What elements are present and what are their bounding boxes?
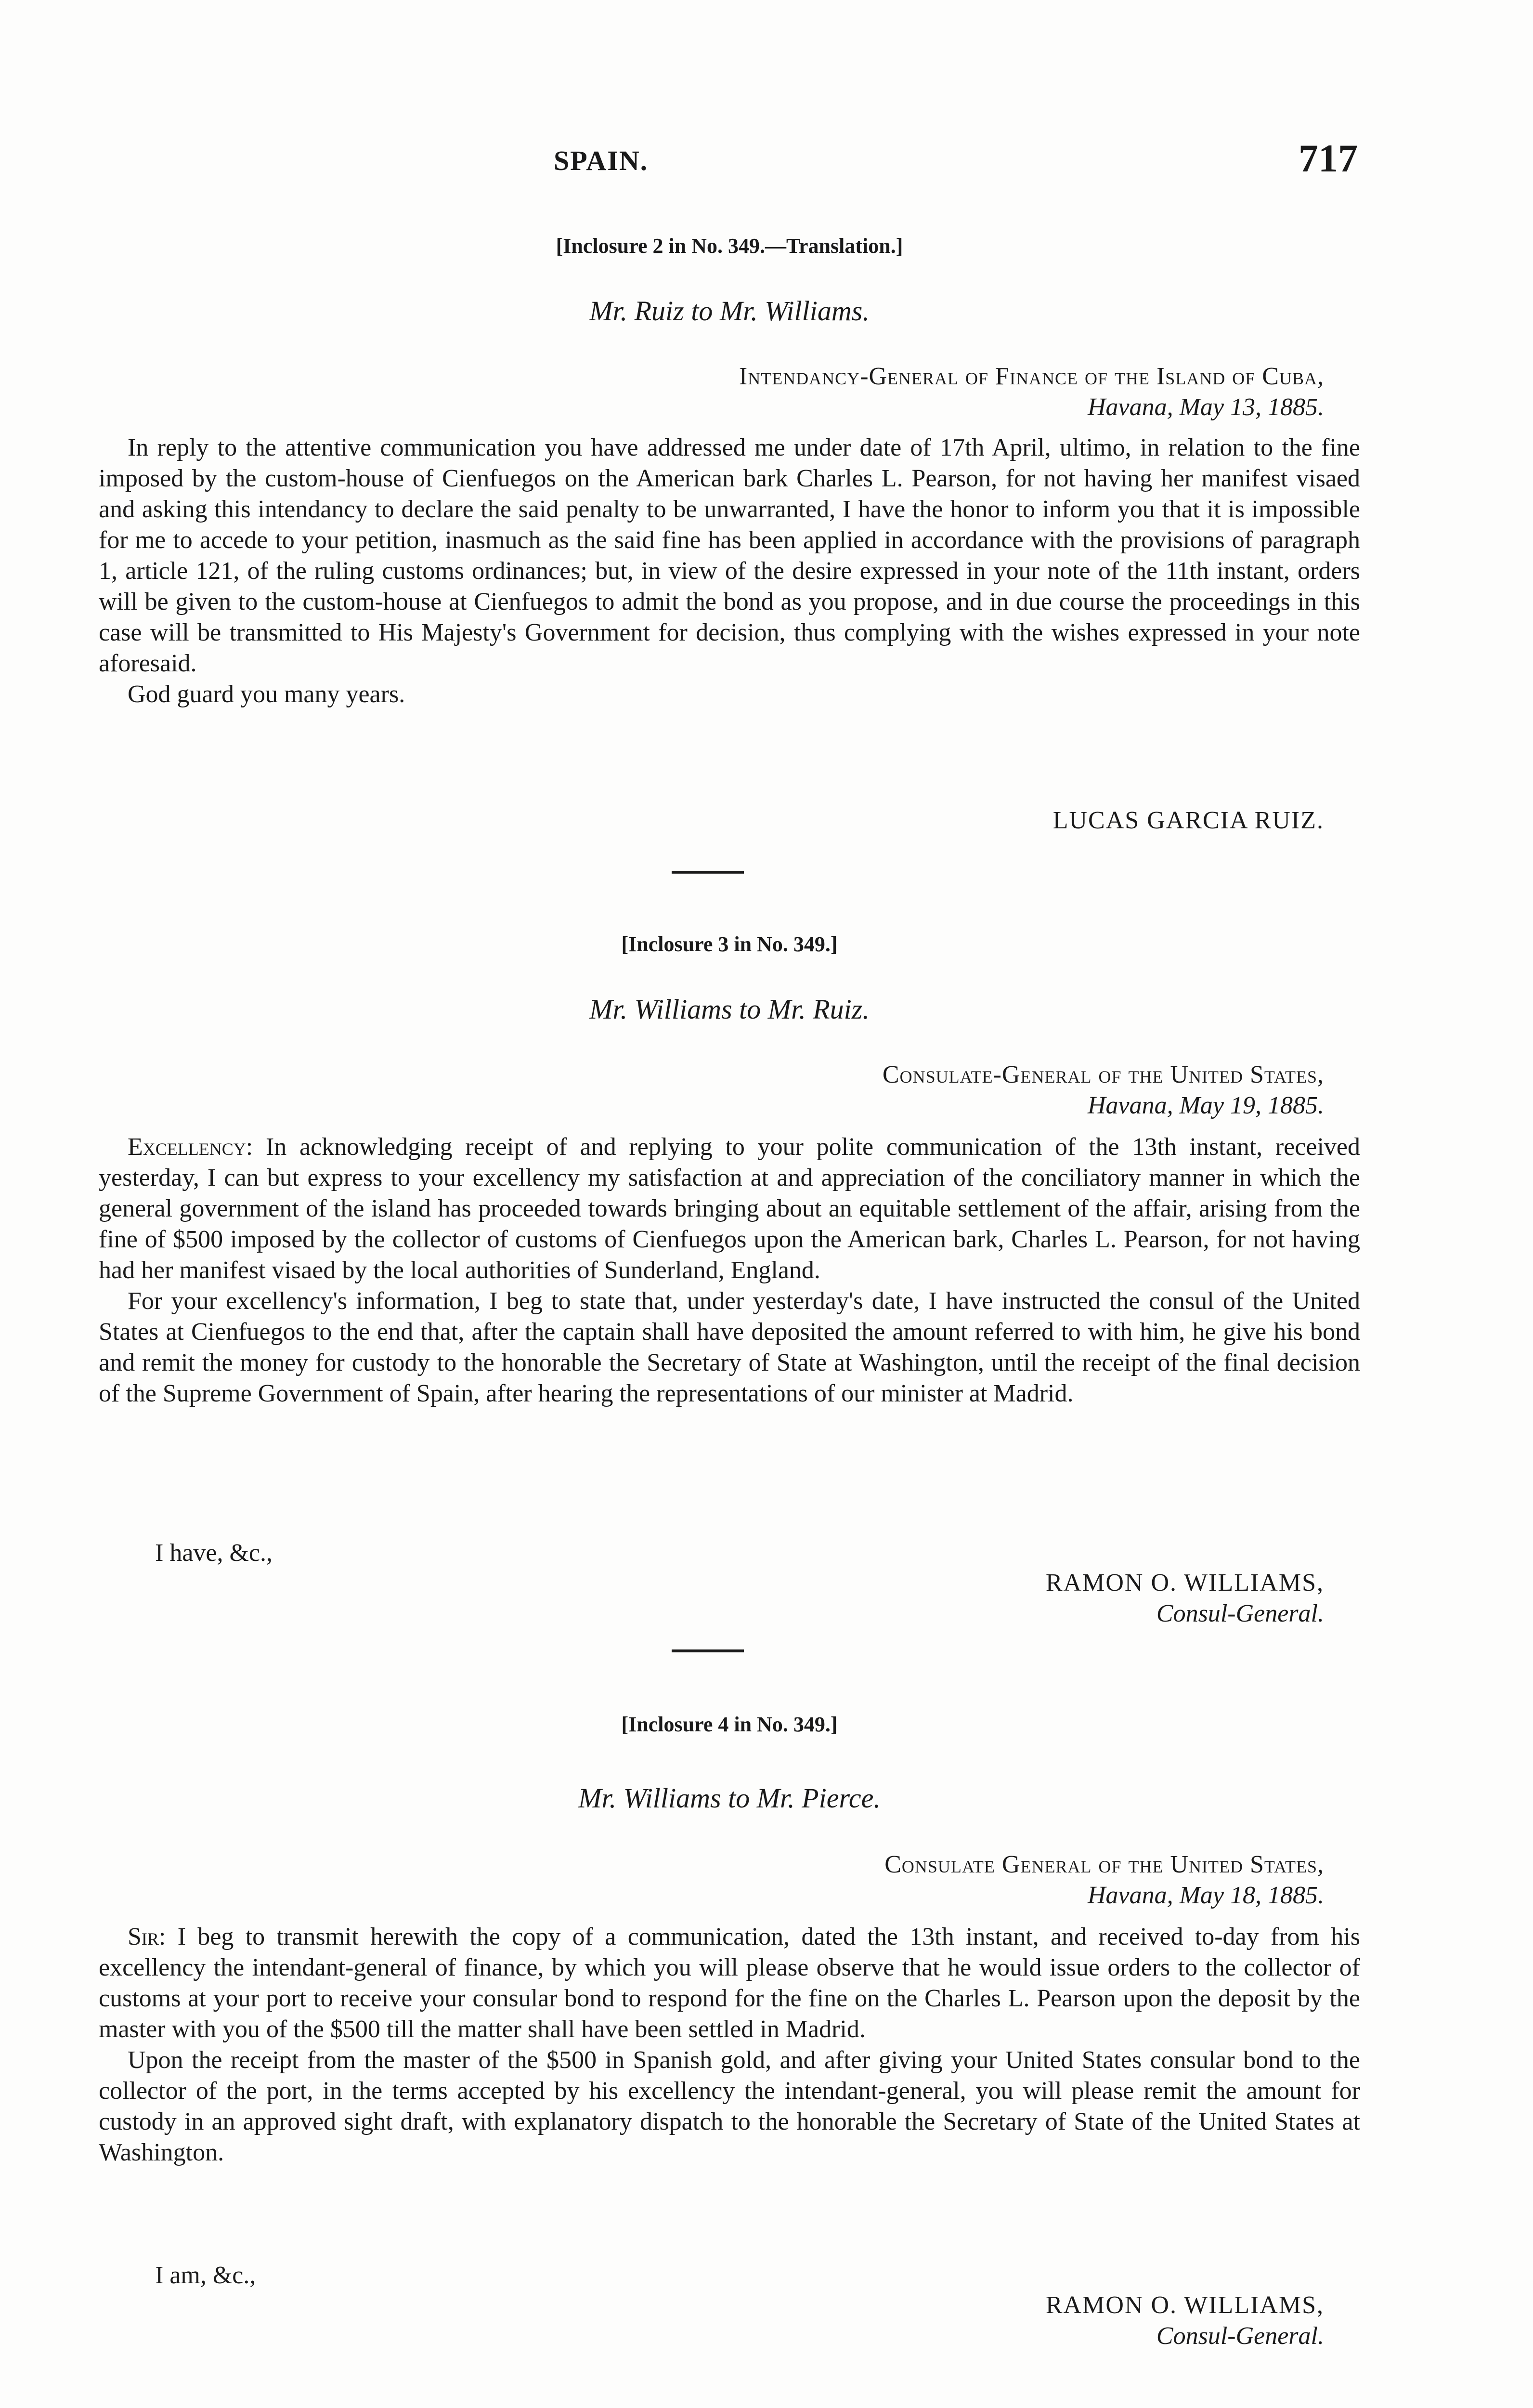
signature: LUCAS GARCIA RUIZ. — [1052, 807, 1324, 834]
body-paragraph — [99, 1132, 1360, 1286]
letter-org: Intendancy-General of Finance of the Island of Cuba, — [739, 363, 1324, 390]
inclosure-label: [Inclosure 2 in No. 349.—Translation.] — [556, 234, 903, 258]
body-paragraph: Upon the receipt from the master of the $500 in Spanish gold, and after giving your United States consular bond to the collector of the port, in the terms accepted by his excellency the intendant-general, you will please remit the amount for custody in an approved sight draft, with explanatory dispatch to the honorable the Secretary of State of the United States at Washington. — [99, 2046, 1360, 2166]
signature — [99, 2290, 1324, 2352]
letter-org: Consulate-General of the United States, — [882, 1061, 1324, 1088]
body-paragraph-text: In acknowledging receipt of and replying to your polite communication of the 13th instant, received yesterday, I can but express to your excellency my satisfaction at and appreciation of the conciliatory manner in which the general government of the island has proceeded towards bringing about an equitable settlement of the affair, arising from the fine of $500 imposed by the collector of customs of Cienfuegos upon the American bark, Charles L. Pearson, for not having had her manifest visaed by the local authorities of Sunderland, England. — [99, 1133, 1360, 1284]
body-paragraph: For your excellency's information, I beg to state that, under yesterday's date, I have instructed the consul of the United States at Cienfuegos to the end that, after the captain shall have deposited the amount referred to with him, he give his bond and remit the money for custody to the honorable the Secretary of State at Washington, until the receipt of the final decision of the Supreme Government of Spain, after hearing the representations of our minister at Madrid. — [99, 1287, 1360, 1407]
body-paragraph: God guard you many years. — [128, 681, 405, 708]
body-paragraph-text: I beg to transmit herewith the copy of a communication, dated the 13th instant, and received to-day from his excellency the intendant-general of finance, by which you will please observe that he would issue orders to the collector of customs at your port to receive your consular bond to respond for the fine on the Charles L. Pearson upon the deposit by the master with you of the $500 till the matter shall have been settled in Madrid. — [99, 1923, 1360, 2043]
letter-heading: Mr. Williams to Mr. Ruiz. — [589, 994, 870, 1025]
letter-place — [99, 361, 1324, 423]
letter-date: Havana, May 18, 1885. — [1087, 1882, 1324, 1909]
letter-body — [99, 1922, 1360, 2168]
salutation: Sir: — [128, 1923, 166, 1950]
closing: I am, &c., — [155, 2262, 256, 2289]
signature-title: Consul-General. — [1156, 2322, 1324, 2350]
signature-name: RAMON O. WILLIAMS, — [1045, 1569, 1324, 1597]
closing: I have, &c., — [155, 1539, 273, 1567]
section-divider — [672, 1649, 744, 1652]
letter-heading: Mr. Williams to Mr. Pierce. — [578, 1782, 881, 1814]
signature — [99, 1568, 1324, 1629]
letter-place — [99, 1060, 1324, 1121]
letter-body — [99, 1132, 1360, 1409]
letter-place — [99, 1849, 1324, 1911]
inclosure-label: [Inclosure 4 in No. 349.] — [621, 1713, 838, 1736]
letter-body — [99, 432, 1360, 710]
letter-date: Havana, May 19, 1885. — [1087, 1092, 1324, 1119]
running-head: SPAIN. — [554, 145, 649, 176]
signature-name: RAMON O. WILLIAMS, — [1045, 2291, 1324, 2319]
page-number: 717 — [1299, 136, 1358, 180]
body-paragraph: In reply to the attentive communication you have addressed me under date of 17th April, ultimo, in relation to the fine imposed by the custom-house of Cienfuegos on the American bark Charles L. Pearson, for not having her manifest visaed and asking this intendancy to declare the said penalty to be unwarranted, I have the honor to inform you that it is impossible for me to accede to your petition, inasmuch as the said fine has been applied in accordance with the provisions of paragraph 1, article 121, of the ruling customs ordinances; but, in view of the desire expressed in your note of the 11th instant, orders will be given to the custom-house at Cienfuegos to admit the bond as you propose, and in due course the proceedings in this case will be transmitted to His Majesty's Government for decision, thus complying with the wishes expressed in your note aforesaid. — [99, 434, 1360, 677]
section-divider — [672, 871, 744, 874]
body-paragraph — [99, 1922, 1360, 2045]
signature-title: Consul-General. — [1156, 1600, 1324, 1627]
letter-org: Consulate General of the United States, — [884, 1851, 1324, 1878]
salutation: Excellency: — [128, 1133, 253, 1161]
letter-heading: Mr. Ruiz to Mr. Williams. — [589, 295, 870, 327]
inclosure-label: [Inclosure 3 in No. 349.] — [621, 932, 838, 956]
letter-date: Havana, May 13, 1885. — [1087, 393, 1324, 421]
